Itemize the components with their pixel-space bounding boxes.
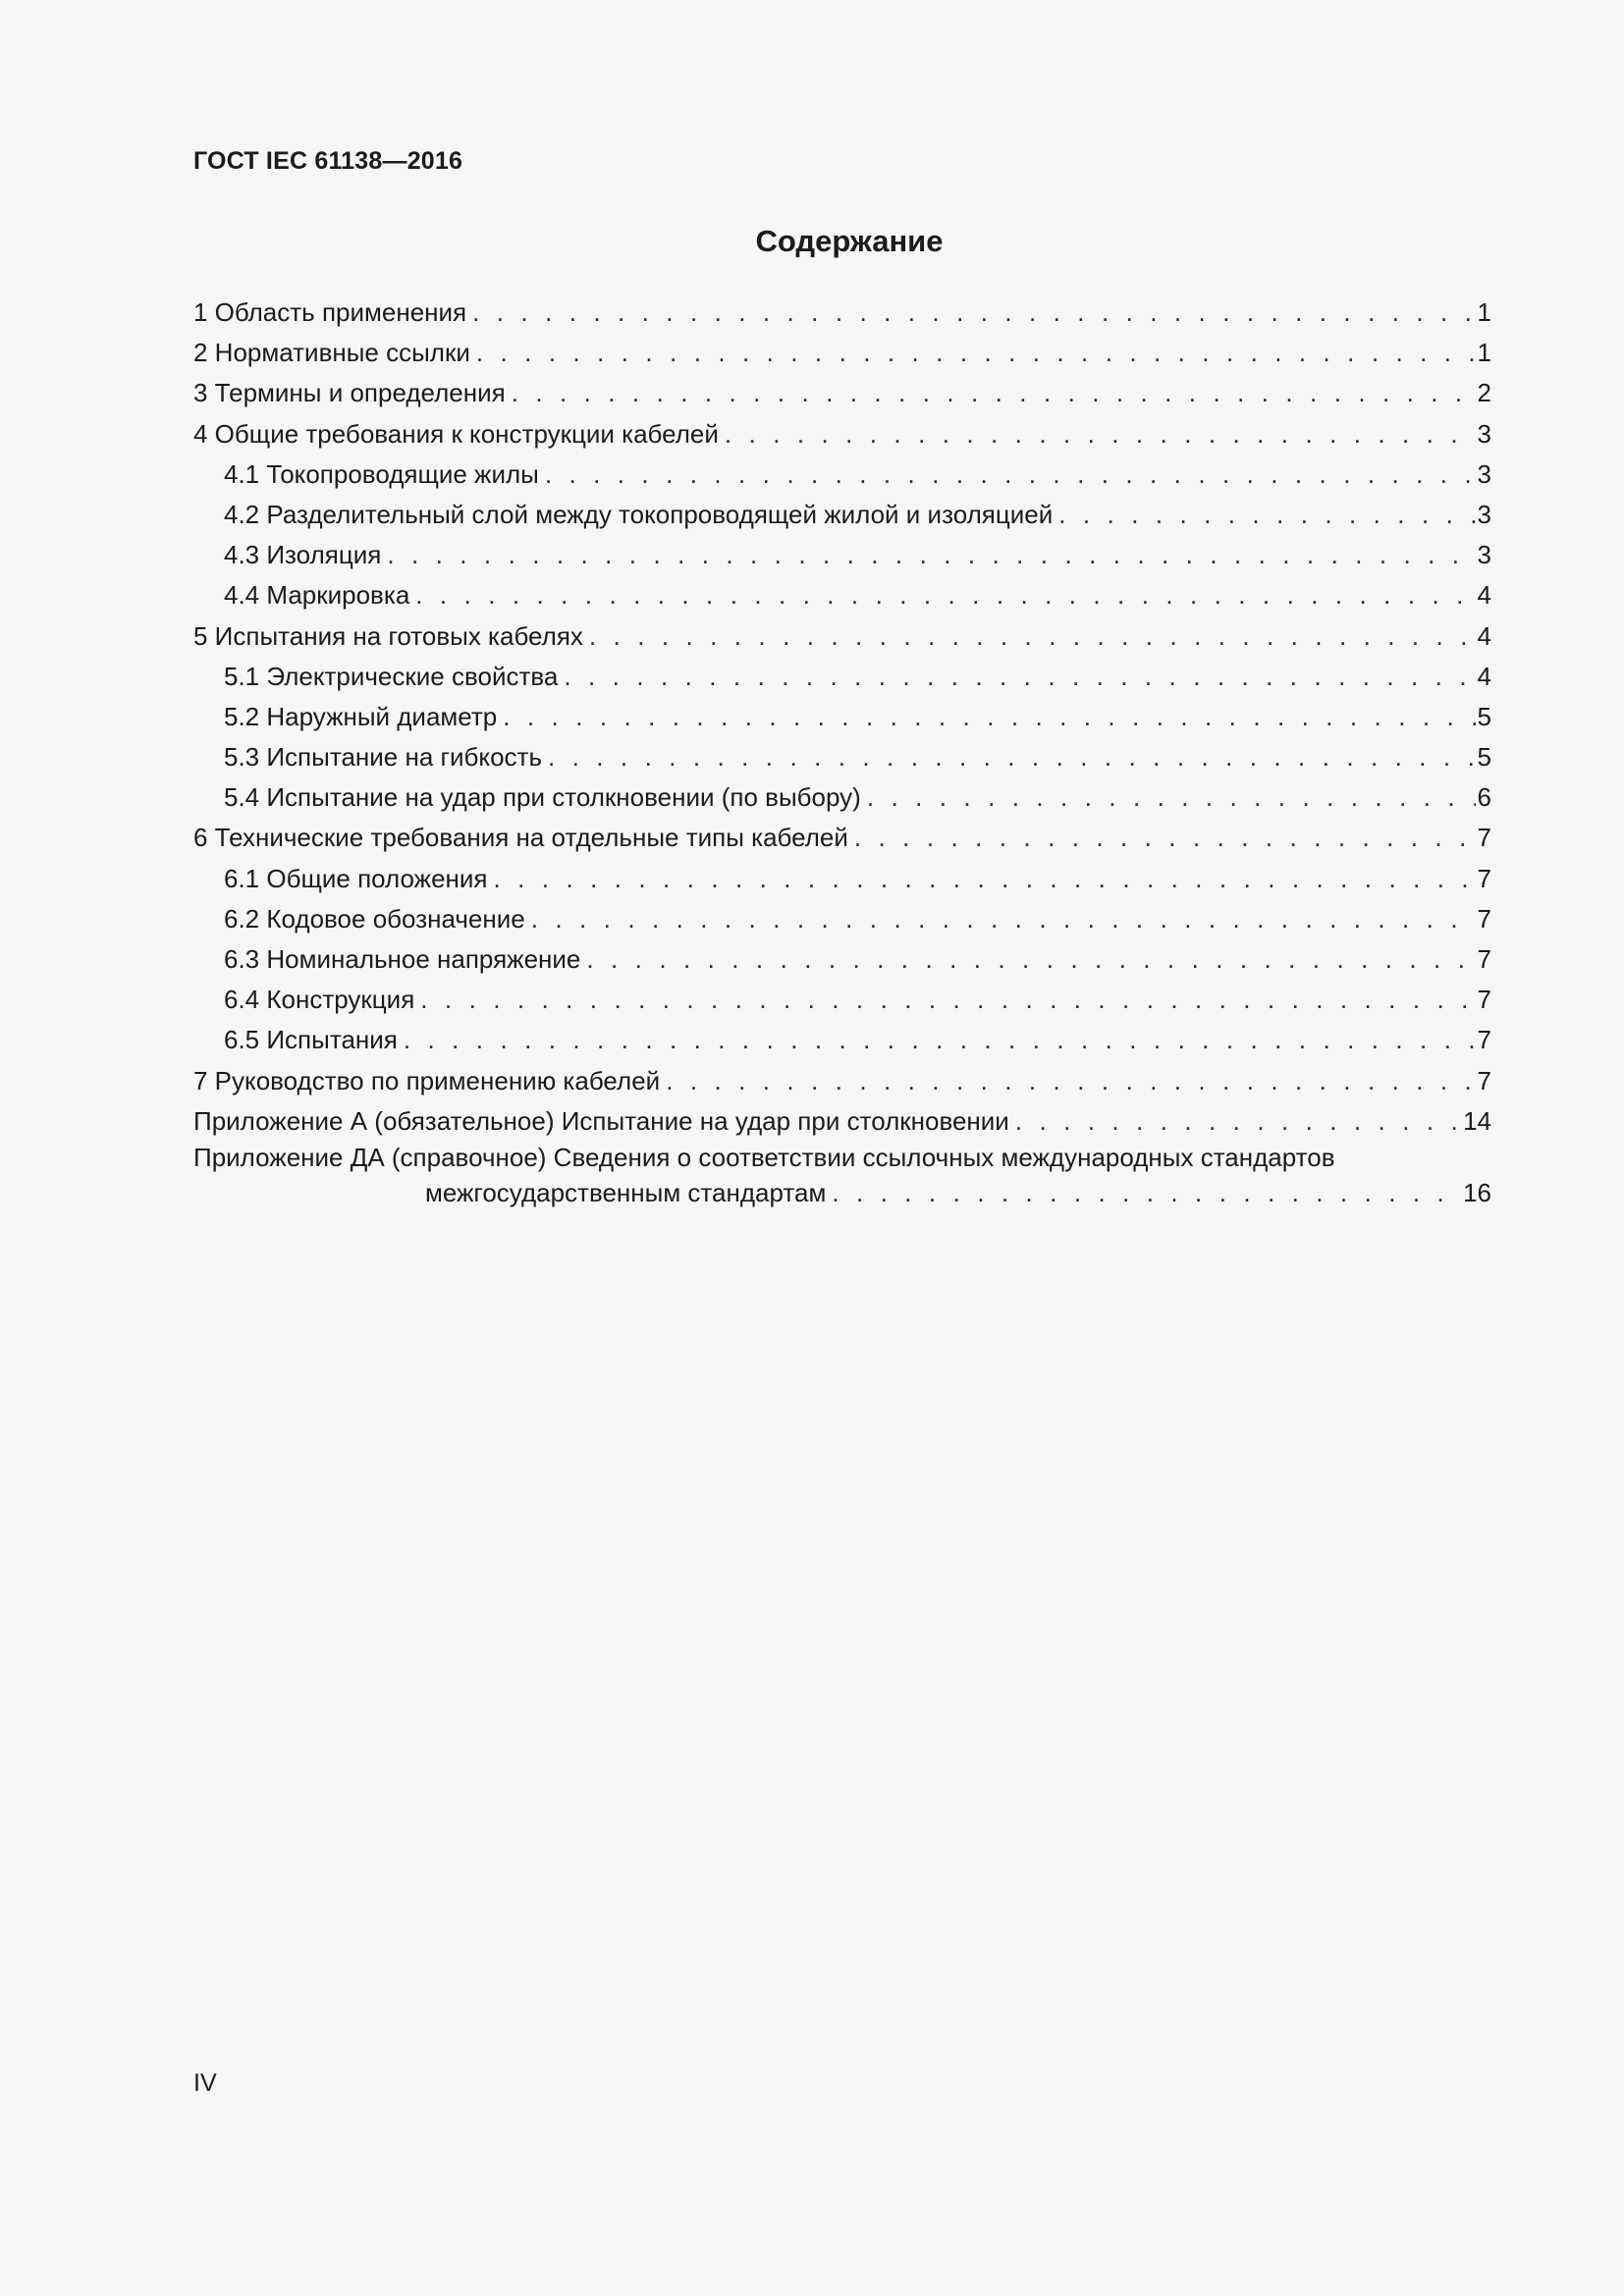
page-number: IV xyxy=(193,2069,217,2097)
toc-entry-page: 16 xyxy=(1463,1177,1491,1207)
toc-entry-title: 5.4 Испытание на удар при столкновении (по выбору) xyxy=(224,782,861,813)
toc-entry-title: 4 Общие требования к конструкции кабелей xyxy=(193,418,719,449)
toc-entry-page: 5 xyxy=(1477,742,1491,773)
toc-entry-page: 7 xyxy=(1477,985,1491,1015)
toc-entry-page: 3 xyxy=(1477,499,1491,529)
toc-entry[interactable] xyxy=(193,454,1491,495)
toc-entry[interactable] xyxy=(193,657,1491,697)
document-header: ГОСТ IEC 61138—2016 xyxy=(193,147,463,175)
dot-leader xyxy=(548,737,1476,777)
toc-entry-title: Приложение А (обязательное) Испытание на удар при столкновении xyxy=(193,1105,1009,1136)
toc-entry[interactable] xyxy=(193,859,1491,899)
dot-leader xyxy=(854,818,1476,858)
toc-entry-title: 7 Руководство по применению кабелей xyxy=(193,1065,661,1095)
toc-entry[interactable] xyxy=(193,980,1491,1020)
toc-entry[interactable] xyxy=(193,373,1491,413)
dot-leader xyxy=(867,777,1476,818)
toc-entry-title: 2 Нормативные ссылки xyxy=(193,338,470,368)
toc-entry[interactable] xyxy=(193,333,1491,373)
toc-entry-page: 1 xyxy=(1477,297,1491,327)
toc-entry-page: 3 xyxy=(1477,540,1491,570)
toc-entry-title-line-1: Приложение ДА (справочное) Сведения о соответствии ссылочных международных стандартов xyxy=(193,1142,1335,1172)
dot-leader xyxy=(586,939,1475,980)
toc-entry-appendix-a[interactable] xyxy=(193,1101,1491,1142)
toc-title: Содержание xyxy=(755,224,944,258)
dot-leader xyxy=(545,454,1476,495)
toc-entry[interactable] xyxy=(193,737,1491,777)
dot-leader xyxy=(589,616,1476,657)
toc-entry-page: 7 xyxy=(1477,863,1491,893)
toc-entry-title: 3 Термины и определения xyxy=(193,378,506,408)
toc-entry-title: 5.1 Электрические свойства xyxy=(224,661,559,691)
toc-entry[interactable] xyxy=(193,899,1491,939)
toc-entry-appendix-da[interactable] xyxy=(193,1142,1491,1211)
toc-entry-title: 4.1 Токопроводящие жилы xyxy=(224,458,539,489)
dot-leader xyxy=(832,1174,1461,1211)
toc-entry[interactable] xyxy=(193,1061,1491,1101)
toc-entry[interactable] xyxy=(193,575,1491,615)
dot-leader xyxy=(503,697,1475,737)
dot-leader xyxy=(666,1061,1475,1101)
dot-leader xyxy=(420,980,1475,1020)
dot-leader xyxy=(1015,1101,1461,1142)
toc-entry-page: 1 xyxy=(1477,338,1491,368)
toc-entry-title: 4.3 Изоляция xyxy=(224,540,382,570)
dot-leader xyxy=(725,414,1476,454)
toc-entry-page: 7 xyxy=(1477,823,1491,853)
dot-leader xyxy=(415,575,1475,615)
toc-entry-title: 6.4 Конструкция xyxy=(224,985,415,1015)
dot-leader xyxy=(531,899,1476,939)
toc-entry-title: 5.3 Испытание на гибкость xyxy=(224,742,542,773)
dot-leader xyxy=(404,1020,1476,1060)
dot-leader xyxy=(564,657,1475,697)
toc-entry-title: 4.4 Маркировка xyxy=(224,580,410,611)
toc-entry-page: 7 xyxy=(1477,1065,1491,1095)
toc-entry[interactable] xyxy=(193,414,1491,454)
toc-entry-page: 4 xyxy=(1477,661,1491,691)
toc-entry-page: 4 xyxy=(1477,580,1491,611)
toc-entry[interactable] xyxy=(193,818,1491,858)
toc-entry[interactable] xyxy=(193,939,1491,980)
toc-entry[interactable] xyxy=(193,535,1491,575)
toc-entry[interactable] xyxy=(193,697,1491,737)
toc-entry-page: 14 xyxy=(1463,1105,1491,1136)
toc-entry-title: 6.2 Кодовое обозначение xyxy=(224,903,525,934)
toc-entry-page: 3 xyxy=(1477,458,1491,489)
dot-leader xyxy=(472,293,1475,333)
toc-entry-page: 7 xyxy=(1477,1025,1491,1055)
toc-entry-title: 4.2 Разделительный слой между токопроводящей жилой и изоляцией xyxy=(224,499,1054,529)
dot-leader xyxy=(387,535,1475,575)
toc-entry-title: 6.3 Номинальное напряжение xyxy=(224,944,581,974)
dot-leader xyxy=(476,333,1476,373)
toc-entry-title: 5 Испытания на готовых кабелях xyxy=(193,620,583,651)
toc-entry[interactable] xyxy=(193,495,1491,535)
toc-entry-page: 7 xyxy=(1477,903,1491,934)
toc-entry-title: 6 Технические требования на отдельные типы кабелей xyxy=(193,823,848,853)
dot-leader xyxy=(512,373,1476,413)
toc-entry[interactable] xyxy=(193,1020,1491,1060)
toc-entry-title-line-2: межгосударственным стандартам xyxy=(425,1177,827,1207)
toc-entry-title: 6.5 Испытания xyxy=(224,1025,398,1055)
toc-entry-page: 6 xyxy=(1477,782,1491,813)
toc-entry-title: 5.2 Наружный диаметр xyxy=(224,701,498,731)
toc-entry-page: 5 xyxy=(1477,701,1491,731)
toc-entry-page: 3 xyxy=(1477,418,1491,449)
toc-entry-title: 6.1 Общие положения xyxy=(224,863,488,893)
toc-entry-page: 2 xyxy=(1477,378,1491,408)
dot-leader xyxy=(494,859,1476,899)
toc-entry-page: 4 xyxy=(1477,620,1491,651)
toc-entry-page: 7 xyxy=(1477,944,1491,974)
toc-entry[interactable] xyxy=(193,777,1491,818)
toc-entry-title: 1 Область применения xyxy=(193,297,467,327)
toc-entry-continuation xyxy=(193,1174,1491,1211)
toc-entry[interactable] xyxy=(193,616,1491,657)
toc-entry[interactable] xyxy=(193,293,1491,333)
table-of-contents xyxy=(193,293,1491,1211)
dot-leader xyxy=(1058,495,1475,535)
